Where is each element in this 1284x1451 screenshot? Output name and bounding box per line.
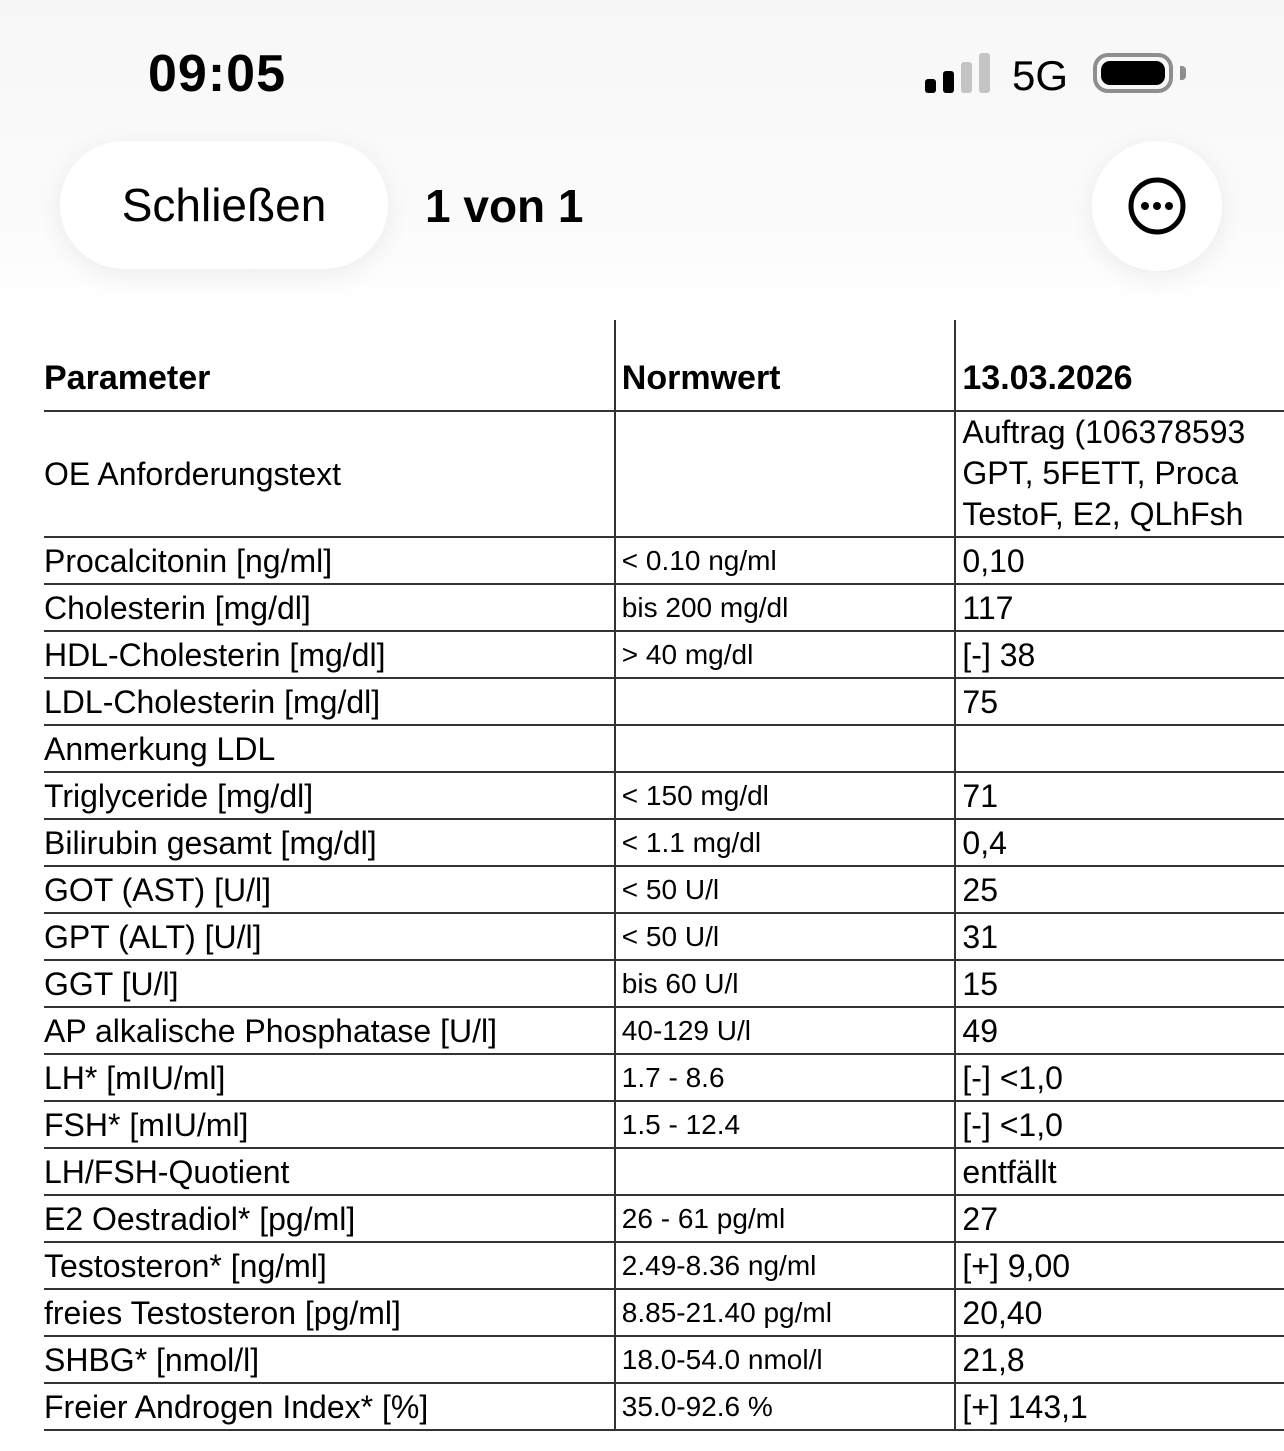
cell-normwert: < 0.10 ng/ml [615,537,956,584]
table-row [44,913,1284,960]
cell-normwert: bis 60 U/l [615,960,956,1007]
column-header-date: 13.03.2026 [955,320,1284,411]
cell-value: entfällt [955,1148,1284,1195]
cell-parameter: Freier Androgen Index* [%] [44,1383,615,1430]
lab-results-table [44,320,1284,1431]
cell-normwert [615,411,956,537]
order-text-line: TestoF, E2, QLhFsh [962,496,1244,532]
signal-strength-icon [925,53,991,93]
cell-normwert: 1.5 - 12.4 [615,1101,956,1148]
table-row [44,772,1284,819]
table-row [44,1148,1284,1195]
close-button[interactable]: Schließen [60,141,388,269]
column-header-parameter: Parameter [44,320,615,411]
cell-parameter: Anmerkung LDL [44,725,615,772]
cell-value: 71 [955,772,1284,819]
table-row [44,1383,1284,1430]
status-time: 09:05 [148,45,286,103]
cell-parameter: Procalcitonin [ng/ml] [44,537,615,584]
table-row [44,1054,1284,1101]
battery-full-icon [1093,53,1173,93]
cell-normwert: < 150 mg/dl [615,772,956,819]
table-row [44,960,1284,1007]
cell-value: 31 [955,913,1284,960]
cell-normwert: 35.0-92.6 % [615,1383,956,1430]
order-text-line: GPT, 5FETT, Proca [962,455,1239,491]
table-row [44,866,1284,913]
cell-normwert: 2.49-8.36 ng/ml [615,1242,956,1289]
cell-normwert: 26 - 61 pg/ml [615,1195,956,1242]
table-row [44,1101,1284,1148]
cell-normwert: 8.85-21.40 pg/ml [615,1289,956,1336]
cell-parameter: LH* [mIU/ml] [44,1054,615,1101]
table-row [44,584,1284,631]
cell-value: 27 [955,1195,1284,1242]
cell-normwert: bis 200 mg/dl [615,584,956,631]
cell-value: 15 [955,960,1284,1007]
cell-normwert: < 50 U/l [615,913,956,960]
cell-value: [+] 9,00 [955,1242,1284,1289]
cell-normwert: 40-129 U/l [615,1007,956,1054]
cell-normwert: 18.0-54.0 nmol/l [615,1336,956,1383]
cell-normwert: 1.7 - 8.6 [615,1054,956,1101]
cell-value: 0,4 [955,819,1284,866]
battery-tip [1180,66,1186,80]
cell-value: 0,10 [955,537,1284,584]
cell-parameter: LDL-Cholesterin [mg/dl] [44,678,615,725]
table-row [44,1336,1284,1383]
table-row [44,631,1284,678]
cell-value: 49 [955,1007,1284,1054]
cell-parameter: HDL-Cholesterin [mg/dl] [44,631,615,678]
cell-parameter: GOT (AST) [U/l] [44,866,615,913]
network-type: 5G [1012,52,1069,99]
cell-value: [-] 38 [955,631,1284,678]
cell-parameter: LH/FSH-Quotient [44,1148,615,1195]
table-row-order-text [44,411,1284,537]
table-row [44,537,1284,584]
cell-value: 75 [955,678,1284,725]
cell-parameter: Cholesterin [mg/dl] [44,584,615,631]
ellipsis-circle-icon [1128,177,1186,235]
cell-parameter: GPT (ALT) [U/l] [44,913,615,960]
table-row [44,678,1284,725]
table-row [44,1242,1284,1289]
cell-parameter: SHBG* [nmol/l] [44,1336,615,1383]
cell-value: 117 [955,584,1284,631]
top-bar [0,0,1284,320]
cell-parameter: FSH* [mIU/ml] [44,1101,615,1148]
table-row [44,1007,1284,1054]
page-indicator: 1 von 1 [425,180,584,232]
cell-value [955,725,1284,772]
cell-parameter: OE Anforderungstext [44,411,615,537]
table-row [44,725,1284,772]
order-text-line: Auftrag (106378593 [962,414,1246,450]
cell-normwert [615,725,956,772]
cell-parameter: E2 Oestradiol* [pg/ml] [44,1195,615,1242]
cell-value [955,411,1284,537]
cell-value: [-] <1,0 [955,1101,1284,1148]
table-row [44,1195,1284,1242]
column-header-normwert: Normwert [615,320,956,411]
cell-normwert [615,1148,956,1195]
cell-parameter: GGT [U/l] [44,960,615,1007]
more-options-button[interactable] [1092,141,1222,271]
table-row [44,1289,1284,1336]
table-row [44,819,1284,866]
cell-value: 25 [955,866,1284,913]
cell-parameter: Bilirubin gesamt [mg/dl] [44,819,615,866]
cell-value: [-] <1,0 [955,1054,1284,1101]
cell-parameter: freies Testosteron [pg/ml] [44,1289,615,1336]
cell-normwert: < 50 U/l [615,866,956,913]
cell-parameter: Triglyceride [mg/dl] [44,772,615,819]
cell-value: [+] 143,1 [955,1383,1284,1430]
cell-normwert [615,678,956,725]
table-header-row [44,320,1284,411]
cell-parameter: Testosteron* [ng/ml] [44,1242,615,1289]
cell-value: 21,8 [955,1336,1284,1383]
cell-parameter: AP alkalische Phosphatase [U/l] [44,1007,615,1054]
cell-normwert: > 40 mg/dl [615,631,956,678]
cell-normwert: < 1.1 mg/dl [615,819,956,866]
cell-value: 20,40 [955,1289,1284,1336]
